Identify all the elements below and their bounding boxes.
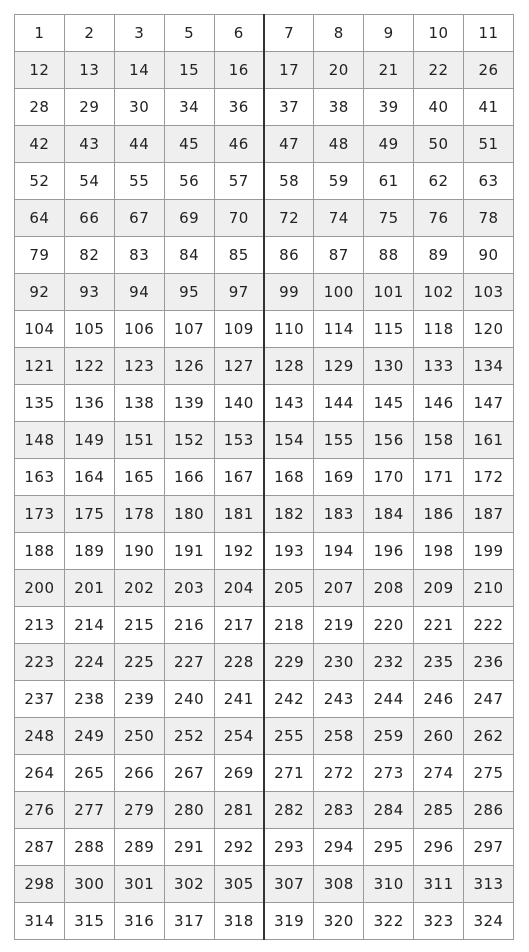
- table-cell: 229: [264, 644, 314, 681]
- table-cell: 42: [15, 126, 65, 163]
- table-cell: 103: [464, 274, 514, 311]
- table-cell: 50: [414, 126, 464, 163]
- table-cell: 11: [464, 15, 514, 52]
- table-cell: 186: [414, 496, 464, 533]
- table-cell: 171: [414, 459, 464, 496]
- table-cell: 154: [264, 422, 314, 459]
- table-cell: 301: [114, 866, 164, 903]
- table-row: [15, 533, 514, 570]
- table-cell: 222: [464, 607, 514, 644]
- table-cell: 238: [64, 681, 114, 718]
- table-cell: 277: [64, 792, 114, 829]
- table-cell: 281: [214, 792, 264, 829]
- table-cell: 266: [114, 755, 164, 792]
- table-cell: 21: [364, 52, 414, 89]
- table-row: [15, 422, 514, 459]
- table-cell: 34: [164, 89, 214, 126]
- table-cell: 302: [164, 866, 214, 903]
- table-cell: 293: [264, 829, 314, 866]
- table-cell: 178: [114, 496, 164, 533]
- table-cell: 62: [414, 163, 464, 200]
- table-row: [15, 163, 514, 200]
- table-cell: 109: [214, 311, 264, 348]
- table-row: [15, 348, 514, 385]
- table-cell: 51: [464, 126, 514, 163]
- table-cell: 69: [164, 200, 214, 237]
- table-cell: 13: [64, 52, 114, 89]
- table-cell: 163: [15, 459, 65, 496]
- table-cell: 5: [164, 15, 214, 52]
- table-cell: 291: [164, 829, 214, 866]
- table-row: [15, 718, 514, 755]
- table-cell: 247: [464, 681, 514, 718]
- table-cell: 30: [114, 89, 164, 126]
- table-cell: 295: [364, 829, 414, 866]
- table-cell: 64: [15, 200, 65, 237]
- table-cell: 170: [364, 459, 414, 496]
- table-cell: 93: [64, 274, 114, 311]
- table-cell: 191: [164, 533, 214, 570]
- table-cell: 228: [214, 644, 264, 681]
- table-row: [15, 607, 514, 644]
- table-cell: 246: [414, 681, 464, 718]
- table-cell: 243: [314, 681, 364, 718]
- table-row: [15, 237, 514, 274]
- table-cell: 26: [464, 52, 514, 89]
- table-cell: 47: [264, 126, 314, 163]
- table-cell: 94: [114, 274, 164, 311]
- table-cell: 223: [15, 644, 65, 681]
- table-cell: 216: [164, 607, 214, 644]
- table-cell: 308: [314, 866, 364, 903]
- table-cell: 59: [314, 163, 364, 200]
- table-cell: 143: [264, 385, 314, 422]
- table-cell: 237: [15, 681, 65, 718]
- table-row: [15, 274, 514, 311]
- table-cell: 305: [214, 866, 264, 903]
- table-cell: 16: [214, 52, 264, 89]
- table-cell: 105: [64, 311, 114, 348]
- table-cell: 210: [464, 570, 514, 607]
- table-cell: 58: [264, 163, 314, 200]
- table-cell: 215: [114, 607, 164, 644]
- number-grid-table: [14, 14, 514, 940]
- table-cell: 205: [264, 570, 314, 607]
- table-cell: 147: [464, 385, 514, 422]
- table-cell: 156: [364, 422, 414, 459]
- table-cell: 202: [114, 570, 164, 607]
- table-cell: 127: [214, 348, 264, 385]
- table-cell: 145: [364, 385, 414, 422]
- table-cell: 1: [15, 15, 65, 52]
- table-cell: 121: [15, 348, 65, 385]
- table-cell: 152: [164, 422, 214, 459]
- table-cell: 287: [15, 829, 65, 866]
- table-cell: 48: [314, 126, 364, 163]
- table-row: [15, 866, 514, 903]
- table-cell: 126: [164, 348, 214, 385]
- table-cell: 55: [114, 163, 164, 200]
- table-cell: 99: [264, 274, 314, 311]
- table-cell: 90: [464, 237, 514, 274]
- table-cell: 276: [15, 792, 65, 829]
- table-cell: 128: [264, 348, 314, 385]
- table-cell: 196: [364, 533, 414, 570]
- table-row: [15, 570, 514, 607]
- table-cell: 280: [164, 792, 214, 829]
- table-cell: 221: [414, 607, 464, 644]
- table-cell: 209: [414, 570, 464, 607]
- table-cell: 10: [414, 15, 464, 52]
- table-cell: 235: [414, 644, 464, 681]
- table-cell: 259: [364, 718, 414, 755]
- table-row: [15, 89, 514, 126]
- table-cell: 89: [414, 237, 464, 274]
- table-cell: 298: [15, 866, 65, 903]
- table-cell: 43: [64, 126, 114, 163]
- table-cell: 107: [164, 311, 214, 348]
- table-cell: 40: [414, 89, 464, 126]
- table-cell: 153: [214, 422, 264, 459]
- table-cell: 320: [314, 903, 364, 940]
- table-cell: 136: [64, 385, 114, 422]
- table-cell: 167: [214, 459, 264, 496]
- table-cell: 155: [314, 422, 364, 459]
- table-cell: 286: [464, 792, 514, 829]
- table-cell: 194: [314, 533, 364, 570]
- table-cell: 101: [364, 274, 414, 311]
- table-cell: 102: [414, 274, 464, 311]
- table-cell: 203: [164, 570, 214, 607]
- table-cell: 115: [364, 311, 414, 348]
- table-cell: 285: [414, 792, 464, 829]
- table-cell: 187: [464, 496, 514, 533]
- table-cell: 199: [464, 533, 514, 570]
- table-cell: 110: [264, 311, 314, 348]
- table-cell: 146: [414, 385, 464, 422]
- table-cell: 180: [164, 496, 214, 533]
- table-cell: 44: [114, 126, 164, 163]
- table-cell: 70: [214, 200, 264, 237]
- table-cell: 207: [314, 570, 364, 607]
- table-cell: 318: [214, 903, 264, 940]
- number-grid-body: [15, 15, 514, 940]
- table-cell: 249: [64, 718, 114, 755]
- table-cell: 324: [464, 903, 514, 940]
- table-row: [15, 903, 514, 940]
- table-cell: 173: [15, 496, 65, 533]
- table-cell: 106: [114, 311, 164, 348]
- table-cell: 201: [64, 570, 114, 607]
- table-cell: 168: [264, 459, 314, 496]
- table-cell: 134: [464, 348, 514, 385]
- table-cell: 313: [464, 866, 514, 903]
- table-row: [15, 644, 514, 681]
- table-cell: 140: [214, 385, 264, 422]
- table-cell: 38: [314, 89, 364, 126]
- table-cell: 297: [464, 829, 514, 866]
- table-cell: 15: [164, 52, 214, 89]
- table-cell: 204: [214, 570, 264, 607]
- table-cell: 315: [64, 903, 114, 940]
- table-cell: 316: [114, 903, 164, 940]
- table-cell: 135: [15, 385, 65, 422]
- table-cell: 208: [364, 570, 414, 607]
- table-cell: 57: [214, 163, 264, 200]
- table-row: [15, 200, 514, 237]
- table-cell: 260: [414, 718, 464, 755]
- table-cell: 242: [264, 681, 314, 718]
- table-cell: 227: [164, 644, 214, 681]
- table-cell: 307: [264, 866, 314, 903]
- table-cell: 139: [164, 385, 214, 422]
- table-cell: 87: [314, 237, 364, 274]
- table-cell: 37: [264, 89, 314, 126]
- table-cell: 271: [264, 755, 314, 792]
- table-row: [15, 311, 514, 348]
- table-cell: 292: [214, 829, 264, 866]
- table-cell: 41: [464, 89, 514, 126]
- table-cell: 66: [64, 200, 114, 237]
- table-cell: 282: [264, 792, 314, 829]
- table-cell: 114: [314, 311, 364, 348]
- table-cell: 45: [164, 126, 214, 163]
- table-cell: 279: [114, 792, 164, 829]
- table-cell: 120: [464, 311, 514, 348]
- table-cell: 225: [114, 644, 164, 681]
- table-cell: 9: [364, 15, 414, 52]
- table-row: [15, 459, 514, 496]
- table-cell: 88: [364, 237, 414, 274]
- table-cell: 14: [114, 52, 164, 89]
- table-cell: 322: [364, 903, 414, 940]
- table-cell: 258: [314, 718, 364, 755]
- table-cell: 83: [114, 237, 164, 274]
- table-cell: 79: [15, 237, 65, 274]
- table-cell: 12: [15, 52, 65, 89]
- table-cell: 190: [114, 533, 164, 570]
- table-cell: 214: [64, 607, 114, 644]
- table-cell: 7: [264, 15, 314, 52]
- table-cell: 165: [114, 459, 164, 496]
- table-cell: 28: [15, 89, 65, 126]
- table-cell: 123: [114, 348, 164, 385]
- table-row: [15, 681, 514, 718]
- table-cell: 255: [264, 718, 314, 755]
- table-cell: 78: [464, 200, 514, 237]
- table-cell: 118: [414, 311, 464, 348]
- table-cell: 175: [64, 496, 114, 533]
- table-cell: 39: [364, 89, 414, 126]
- table-cell: 240: [164, 681, 214, 718]
- table-cell: 74: [314, 200, 364, 237]
- table-row: [15, 792, 514, 829]
- table-cell: 317: [164, 903, 214, 940]
- table-cell: 192: [214, 533, 264, 570]
- table-cell: 54: [64, 163, 114, 200]
- table-cell: 288: [64, 829, 114, 866]
- table-cell: 182: [264, 496, 314, 533]
- table-cell: 218: [264, 607, 314, 644]
- table-cell: 248: [15, 718, 65, 755]
- table-cell: 310: [364, 866, 414, 903]
- table-cell: 314: [15, 903, 65, 940]
- table-row: [15, 385, 514, 422]
- table-cell: 67: [114, 200, 164, 237]
- table-cell: 63: [464, 163, 514, 200]
- table-cell: 232: [364, 644, 414, 681]
- table-cell: 72: [264, 200, 314, 237]
- table-cell: 188: [15, 533, 65, 570]
- table-cell: 138: [114, 385, 164, 422]
- table-cell: 323: [414, 903, 464, 940]
- table-cell: 20: [314, 52, 364, 89]
- table-cell: 250: [114, 718, 164, 755]
- table-cell: 130: [364, 348, 414, 385]
- table-row: [15, 755, 514, 792]
- table-cell: 254: [214, 718, 264, 755]
- table-cell: 2: [64, 15, 114, 52]
- table-cell: 61: [364, 163, 414, 200]
- table-row: [15, 52, 514, 89]
- table-cell: 181: [214, 496, 264, 533]
- table-cell: 294: [314, 829, 364, 866]
- table-cell: 184: [364, 496, 414, 533]
- table-cell: 262: [464, 718, 514, 755]
- table-cell: 200: [15, 570, 65, 607]
- table-cell: 283: [314, 792, 364, 829]
- table-cell: 29: [64, 89, 114, 126]
- table-cell: 296: [414, 829, 464, 866]
- table-cell: 129: [314, 348, 364, 385]
- table-cell: 239: [114, 681, 164, 718]
- table-cell: 148: [15, 422, 65, 459]
- table-cell: 224: [64, 644, 114, 681]
- table-row: [15, 829, 514, 866]
- table-cell: 6: [214, 15, 264, 52]
- table-cell: 86: [264, 237, 314, 274]
- table-cell: 267: [164, 755, 214, 792]
- table-cell: 82: [64, 237, 114, 274]
- table-cell: 92: [15, 274, 65, 311]
- table-cell: 219: [314, 607, 364, 644]
- table-cell: 144: [314, 385, 364, 422]
- table-cell: 272: [314, 755, 364, 792]
- table-cell: 100: [314, 274, 364, 311]
- table-cell: 269: [214, 755, 264, 792]
- table-cell: 22: [414, 52, 464, 89]
- table-cell: 217: [214, 607, 264, 644]
- table-cell: 46: [214, 126, 264, 163]
- table-row: [15, 496, 514, 533]
- table-cell: 274: [414, 755, 464, 792]
- table-cell: 158: [414, 422, 464, 459]
- table-cell: 17: [264, 52, 314, 89]
- table-cell: 198: [414, 533, 464, 570]
- table-cell: 275: [464, 755, 514, 792]
- table-cell: 161: [464, 422, 514, 459]
- table-cell: 264: [15, 755, 65, 792]
- table-cell: 319: [264, 903, 314, 940]
- table-cell: 241: [214, 681, 264, 718]
- table-cell: 122: [64, 348, 114, 385]
- table-cell: 8: [314, 15, 364, 52]
- table-cell: 220: [364, 607, 414, 644]
- table-cell: 189: [64, 533, 114, 570]
- table-cell: 52: [15, 163, 65, 200]
- table-row: [15, 126, 514, 163]
- table-cell: 230: [314, 644, 364, 681]
- table-cell: 3: [114, 15, 164, 52]
- table-cell: 300: [64, 866, 114, 903]
- table-cell: 84: [164, 237, 214, 274]
- table-cell: 213: [15, 607, 65, 644]
- table-cell: 56: [164, 163, 214, 200]
- table-cell: 273: [364, 755, 414, 792]
- table-cell: 172: [464, 459, 514, 496]
- table-cell: 236: [464, 644, 514, 681]
- table-cell: 75: [364, 200, 414, 237]
- table-cell: 133: [414, 348, 464, 385]
- table-cell: 104: [15, 311, 65, 348]
- table-cell: 289: [114, 829, 164, 866]
- table-cell: 244: [364, 681, 414, 718]
- table-cell: 166: [164, 459, 214, 496]
- table-row: [15, 15, 514, 52]
- table-cell: 252: [164, 718, 214, 755]
- table-cell: 183: [314, 496, 364, 533]
- table-cell: 169: [314, 459, 364, 496]
- table-cell: 265: [64, 755, 114, 792]
- table-cell: 311: [414, 866, 464, 903]
- table-cell: 284: [364, 792, 414, 829]
- table-cell: 149: [64, 422, 114, 459]
- table-cell: 193: [264, 533, 314, 570]
- table-cell: 76: [414, 200, 464, 237]
- table-cell: 151: [114, 422, 164, 459]
- table-cell: 97: [214, 274, 264, 311]
- table-cell: 95: [164, 274, 214, 311]
- table-cell: 36: [214, 89, 264, 126]
- table-cell: 164: [64, 459, 114, 496]
- table-cell: 85: [214, 237, 264, 274]
- table-cell: 49: [364, 126, 414, 163]
